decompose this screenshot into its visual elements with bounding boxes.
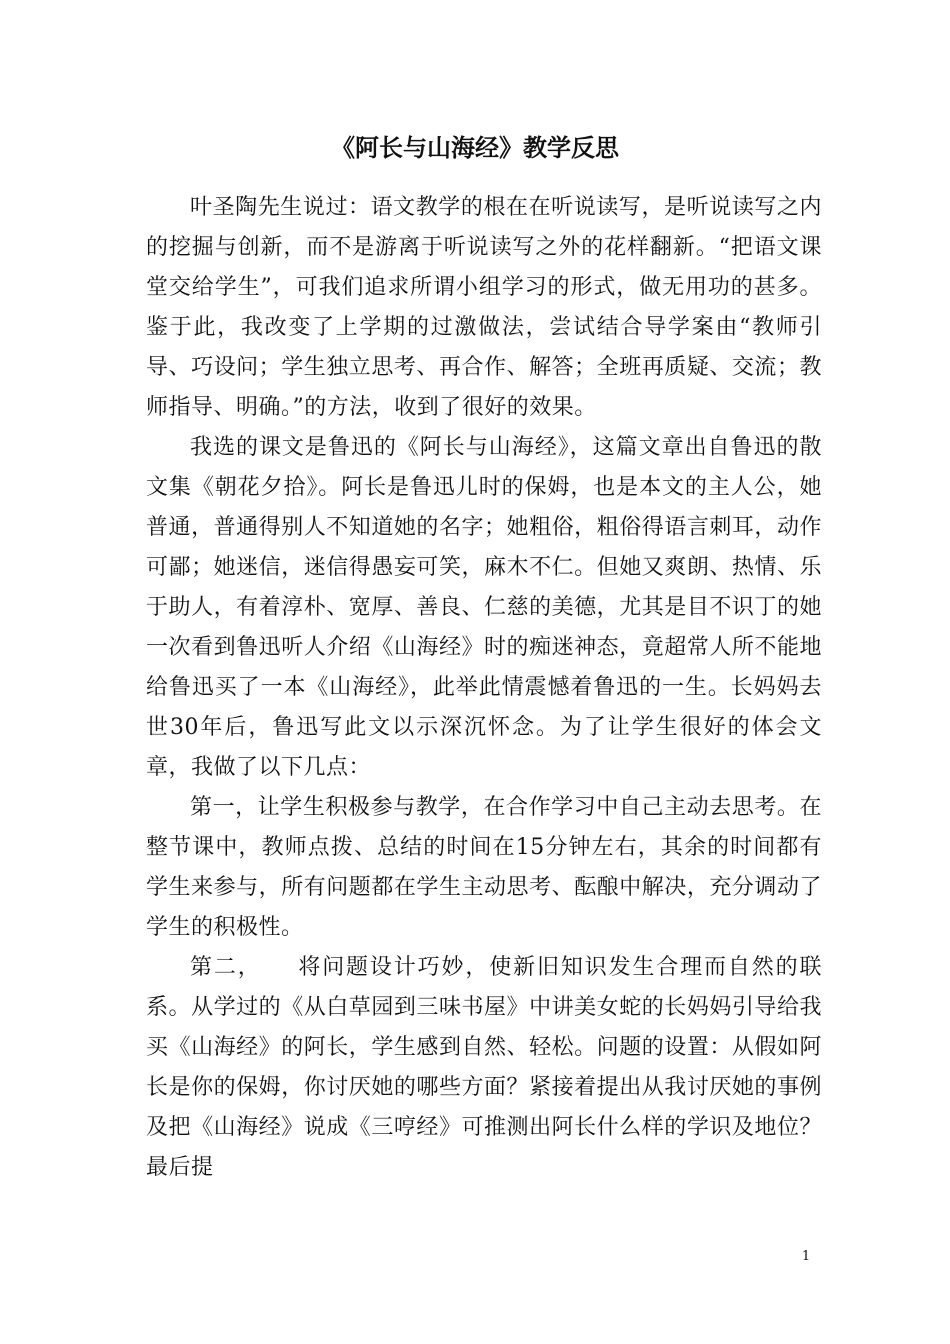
document-title: 《阿长与山海经》教学反思	[331, 133, 619, 162]
document-body	[146, 188, 822, 1188]
paragraph-2: 我选的课文是鲁迅的《阿长与山海经》，这篇文章出自鲁迅的散文集《朝花夕拾》。阿长是鲁迅儿时的保姆，也是本文的主人公，她普通，普通得别人不知道她的名字；她粗俗，粗俗得语言刺耳，动作可鄙；她迷信，迷信得愚妄可笑，麻木不仁。但她又爽朗、热情、乐于助人，有着淳朴、宽厚、善良、仁慈的美德，尤其是目不识丁的她一次看到鲁迅听人介绍《山海经》时的痴迷神态，竟超常人所不能地给鲁迅买了一本《山海经》，此举此情震憾着鲁迅的一生。长妈妈去世30年后，鲁迅写此文以示深沉怀念。为了让学生很好的体会文章，我做了以下几点：	[146, 435, 822, 780]
paragraph-1: 叶圣陶先生说过：语文教学的根在在听说读写，是听说读写之内的挖掘与创新，而不是游离于听说读写之外的花样翻新。“把语文课堂交给学生”，可我们追求所谓小组学习的形式，做无用功的甚多。鉴于此，我改变了上学期的过激做法，尝试结合导学案由“教师引导、巧设问；学生独立思考、再合作、解答；全班再质疑、交流；教师指导、明确。”的方法，收到了很好的效果。	[146, 195, 822, 420]
page-number: 1	[801, 1249, 811, 1264]
paragraph-4: 第二， 将问题设计巧妙，使新旧知识发生合理而自然的联系。从学过的《从白草园到三味书屋》中讲美女蛇的长妈妈引导给我买《山海经》的阿长，学生感到自然、轻松。问题的设置：从假如阿长是你的保姆，你讨厌她的哪些方面？紧接着提出从我讨厌她的事例及把《山海经》说成《三哼经》可推测出阿长什么样的学识及地位？最后提	[146, 955, 822, 1180]
paragraph-3: 第一，让学生积极参与教学，在合作学习中自己主动去思考。在整节课中，教师点拨、总结的时间在15分钟左右，其余的时间都有学生来参与，所有问题都在学生主动思考、酝酿中解决，充分调动了学生的积极性。	[146, 795, 822, 940]
